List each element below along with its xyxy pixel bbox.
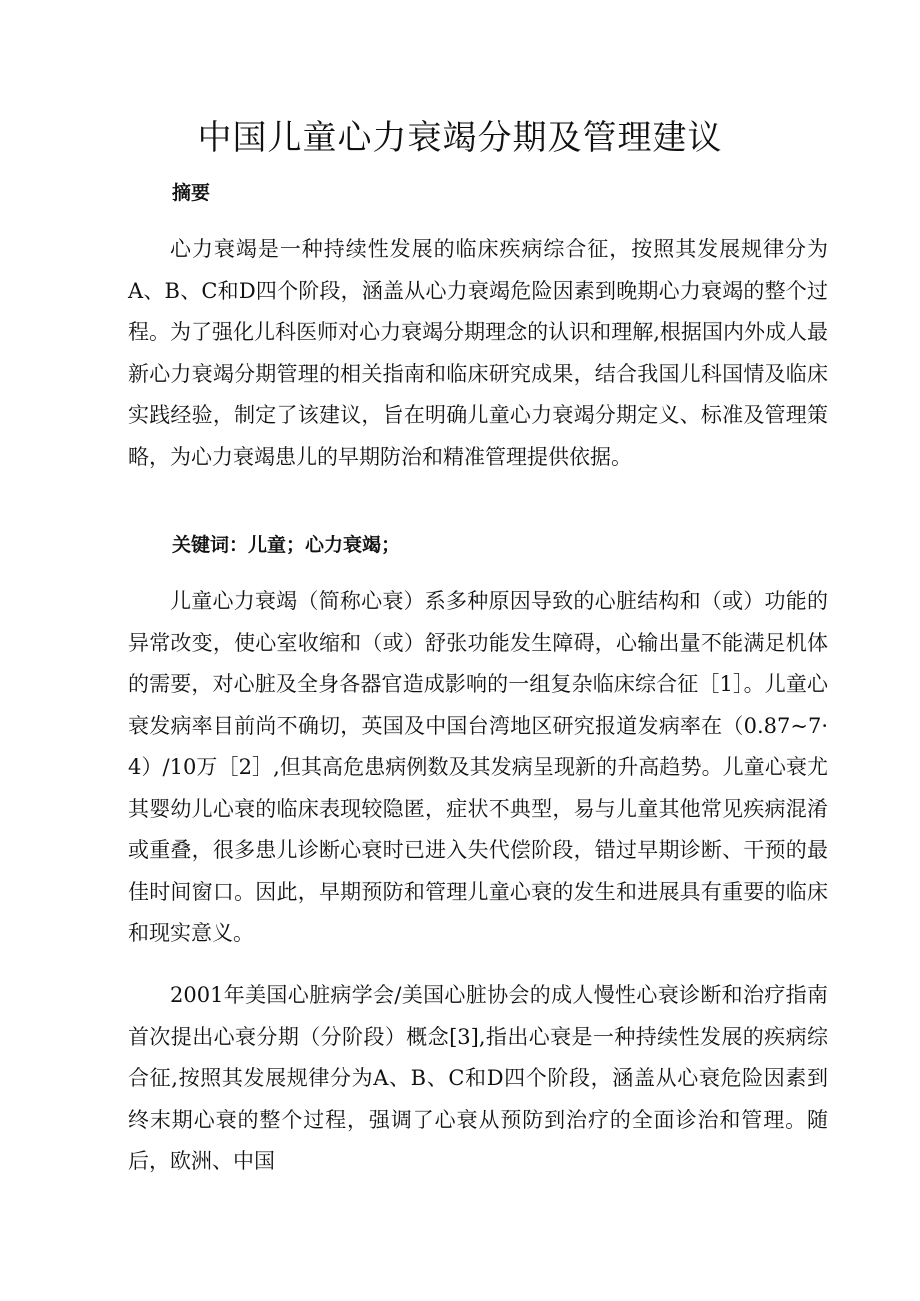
keywords-line: [172, 532, 400, 558]
intro-paragraph: 儿童心力衰竭（简称心衰）系多种原因导致的心脏结构和（或）功能的异常改变，使心室收缩和（或）舒张功能发生障碍，心输出量不能满足机体的需要，对心脏及全身各器官造成影响的一组复杂临床综合征［1］。儿童心衰发病率目前尚不确切，英国及中国台湾地区研究报道发病率在（0.87~7·4）/10万［2］,但其高危患病例数及其发病呈现新的升高趋势。儿童心衰尤其婴幼儿心衰的临床表现较隐匿，症状不典型，易与儿童其他常见疾病混淆或重叠，很多患儿诊断心衰时已进入失代偿阶段，错过早期诊断、干预的最佳时间窗口。因此，早期预防和管理儿童心衰的发生和进展具有重要的临床和现实意义。: [128, 589, 828, 945]
keyword-item: 心力衰竭: [305, 534, 382, 556]
abstract-heading: 摘要: [172, 182, 211, 204]
history-paragraph: 2001年美国心脏病学会/美国心脏协会的成人慢性心衰诊断和治疗指南首次提出心衰分期（分阶段）概念[3],指出心衰是一种持续性发展的疾病综合征,按照其发展规律分为A、B、C和D四个阶段，涵盖从心衰危险因素到终末期心衰的整个过程，强调了心衰从预防到治疗的全面诊治和管理。随后，欧洲、中国: [128, 983, 828, 1173]
document-title: 中国儿童心力衰竭分期及管理建议: [197, 118, 723, 158]
keywords-label: 关键词：: [172, 534, 249, 556]
keyword-separator: ；: [286, 534, 306, 556]
abstract-paragraph: 心力衰竭是一种持续性发展的临床疾病综合征，按照其发展规律分为A、B、C和D四个阶段，涵盖从心力衰竭危险因素到晚期心力衰竭的整个过程。为了强化儿科医师对心力衰竭分期理念的认识和理解,根据国内外成人最新心力衰竭分期管理的相关指南和临床研究成果，结合我国儿科国情及临床实践经验，制定了该建议，旨在明确儿童心力衰竭分期定义、标准及管理策略，为心力衰竭患儿的早期防治和精准管理提供依据。: [128, 237, 828, 469]
keyword-item: 儿童: [248, 534, 287, 556]
keyword-separator: ；: [381, 534, 401, 556]
